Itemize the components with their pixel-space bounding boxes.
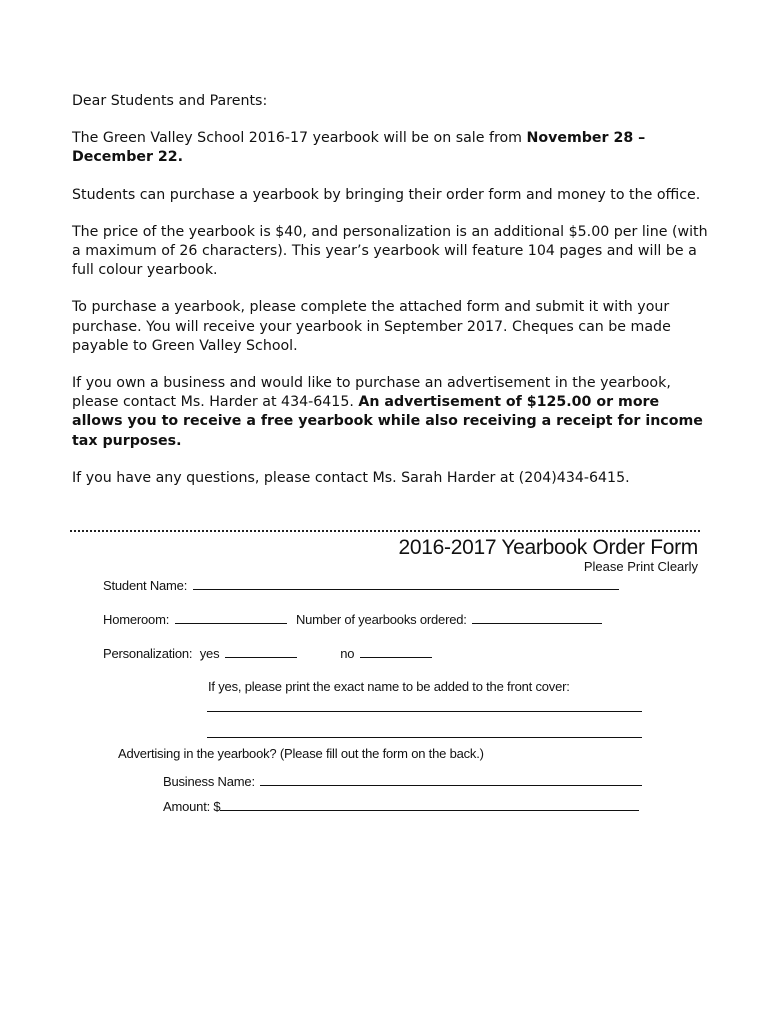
student-name-field[interactable]: [193, 577, 619, 590]
greeting: Dear Students and Parents:: [72, 93, 268, 109]
form-subtitle: Please Print Clearly: [583, 559, 698, 574]
price-paragraph: The price of the yearbook is $40, and personalization is an additional $5.00 per line (with a maximum of 26 characters). This year’s yearbook will feature 104 pages and will be a full colour yearbook.: [72, 223, 708, 279]
homeroom-label: Homeroom:: [103, 612, 170, 627]
sale-dates-paragraph: [72, 129, 712, 167]
num-yearbooks-field[interactable]: [472, 611, 602, 624]
contact-paragraph: If you have any questions, please contact Ms. Sarah Harder at (204)434-6415.: [72, 469, 630, 486]
form-title: 2016-2017 Yearbook Order Form: [398, 536, 698, 559]
sale-dates-text: The Green Valley School 2016-17 yearbook will be on sale from: [72, 130, 527, 147]
advertisement-text: If you own a business and would like to purchase an advertisement in the yearbook, please contact Ms. Harder at 434-6415.: [72, 375, 671, 411]
homeroom-field[interactable]: [175, 611, 287, 624]
advertisement-paragraph: [72, 374, 712, 451]
business-name-field[interactable]: [260, 773, 642, 786]
front-cover-name-line-2[interactable]: [207, 737, 642, 738]
business-name-row: [163, 773, 642, 789]
purchase-paragraph: Students can purchase a yearbook by bringing their order form and money to the office.: [72, 186, 701, 203]
homeroom-row: [103, 611, 602, 627]
yes-label: yes: [199, 646, 220, 661]
no-label: no: [340, 646, 355, 661]
student-name-row: [103, 577, 619, 593]
letter-body: [72, 92, 712, 506]
personalization-row: [103, 645, 432, 661]
business-name-label: Business Name:: [163, 774, 255, 789]
amount-label: Amount: $: [163, 799, 221, 814]
sale-dates-bold: November 28 – December 22.: [72, 130, 646, 166]
amount-row: [163, 798, 639, 814]
order-instructions-paragraph: To purchase a yearbook, please complete the attached form and submit it with your purchase. You will receive your yearbook in September 2017. Cheques can be made payable to Green Valley School.: [72, 299, 671, 354]
personalization-label: Personalization:: [103, 646, 193, 661]
student-name-label: Student Name:: [103, 578, 188, 593]
no-field[interactable]: [360, 645, 432, 658]
amount-field[interactable]: [220, 798, 639, 811]
advertisement-bold: An advertisement of $125.00 or more allows you to receive a free yearbook while also receiving a receipt for income tax purposes.: [72, 394, 703, 449]
front-cover-name-line-1[interactable]: [207, 711, 642, 712]
yes-field[interactable]: [225, 645, 297, 658]
print-name-instruction: If yes, please print the exact name to be added to the front cover:: [208, 679, 570, 694]
cut-line-divider: [70, 530, 700, 532]
advertising-label: Advertising in the yearbook? (Please fill out the form on the back.): [118, 746, 484, 761]
num-yearbooks-label: Number of yearbooks ordered:: [295, 612, 467, 627]
